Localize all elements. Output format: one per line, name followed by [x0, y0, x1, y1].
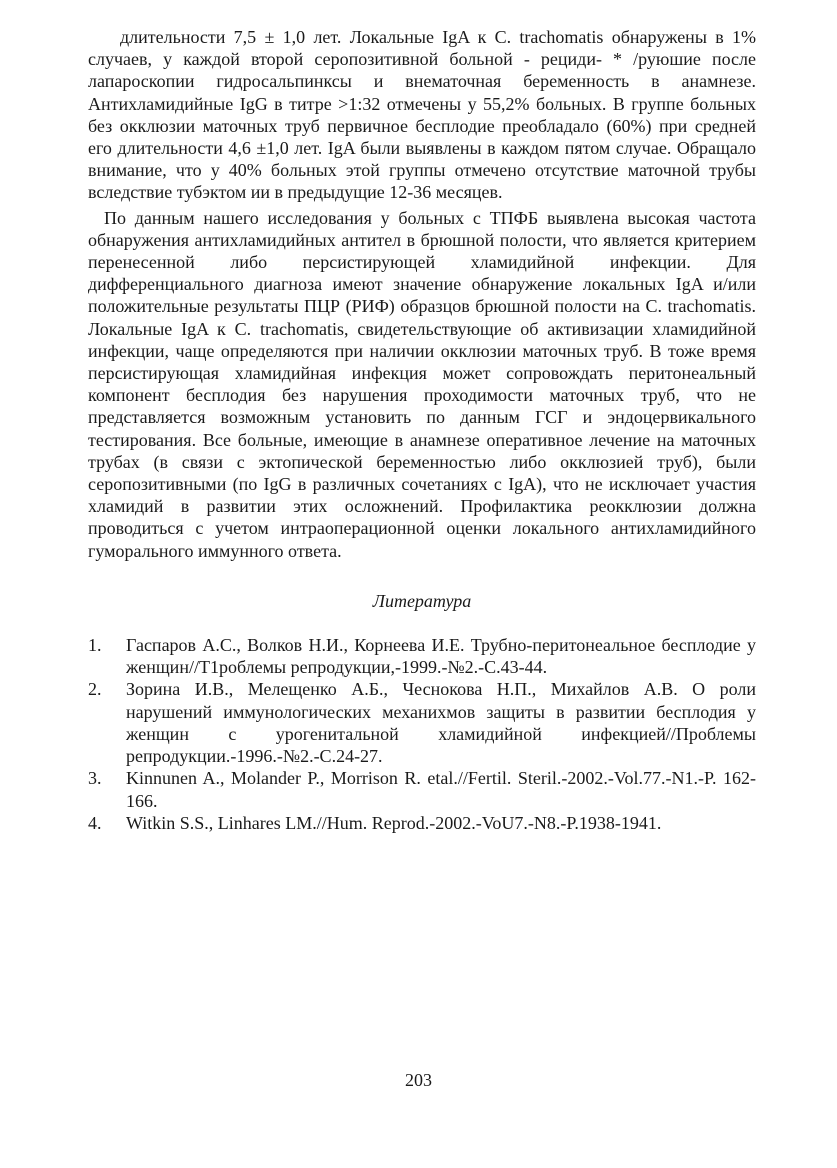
- reference-item: [88, 767, 756, 811]
- document-page: [88, 26, 756, 834]
- reference-number: 3.: [88, 768, 102, 789]
- reference-item: [88, 678, 756, 767]
- page-number: 203: [405, 1070, 432, 1090]
- body-paragraph: длительности 7,5 ± 1,0 лет. Локальные IgA к C. trachomatis обнаружены в 1% случаев, у каждой второй серопозитивной больной - рециди- * /руюшие после лапароскопии гидросальпинксы и внематочная беременность в анамнезе. Антихламидийные IgG в титре >1:32 отмечены у 55,2% больных. В группе больных без окклюзии маточных труб первичное бесплодие преобладало (60%) при средней его длительности 4,6 ±1,0 лет. IgA были выявлены в каждом пятом случае. Обращало внимание, что у 40% больных этой группы отмечено отсутствие маточной трубы вследствие тубэктом ии в предыдущие 12-36 месяцев.: [88, 27, 756, 203]
- reference-item: [88, 634, 756, 678]
- reference-text: Зорина И.В., Мелещенко А.Б., Чеснокова Н.П., Михайлов А.В. О роли нарушений иммунологических механихмов защиты в развитии бесплодия у женщин с урогенитальной хламидийной инфекцией//Проблемы репродукции.-1996.-№2.-С.24-27.: [126, 679, 756, 767]
- reference-text: Kinnunen A., Molander P., Morrison R. etal.//Fertil. Steril.-2002.-Vol.77.-N1.-P. 162-166.: [126, 768, 756, 811]
- reference-list: [88, 634, 756, 834]
- reference-number: 1.: [88, 635, 102, 656]
- reference-text: Witkin S.S., Linhares LM.//Hum. Reprod.-2002.-VoU7.-N8.-P.1938-1941.: [126, 812, 662, 833]
- reference-number: 2.: [88, 679, 102, 700]
- reference-number: 4.: [88, 812, 102, 833]
- body-paragraph: По данным нашего исследования у больных с ТПФБ выявлена высокая частота обнаружения антихламидийных антител в брюшной полости, что является критерием перенесенной либо персистирующей хламидийной инфекции. Для дифференциального диагноза имеют значение обнаружение локальных IgA и/или положительные результаты ПЦР (РИФ) образцов брюшной полости на C. trachomatis. Локальные IgA к C. trachomatis, свидетельствующие об активизации хламидийной инфекции, чаще определяются при наличии окклюзии маточных труб. В тоже время персистирующая хламидийная инфекция может сопровождать перитонеальный компонент бесплодия без нарушения проходимости маточных труб, что не представляется возможным установить по данным ГСГ и эндоцервикального тестирования. Все больные, имеющие в анамнезе оперативное лечение на маточных трубах (в связи с эктопической беременностью либо окклюзией труб), были серопозитивными (по IgG в различных сочетаниях с IgA), что не исключает участия хламидий в развитии этих осложнений. Профилактика реокклюзии должна проводиться с учетом интраоперационной оценки локального антихламидийного гуморального иммунного ответа.: [88, 207, 756, 561]
- references-heading: Литература: [372, 590, 472, 611]
- reference-item: [88, 812, 756, 834]
- reference-text: Гаспаров А.С., Волков Н.И., Корнеева И.Е. Трубно-перитонеальное бесплодие у женщин//T1роблемы репродукции,-1999.-№2.-С.43-44.: [126, 635, 756, 678]
